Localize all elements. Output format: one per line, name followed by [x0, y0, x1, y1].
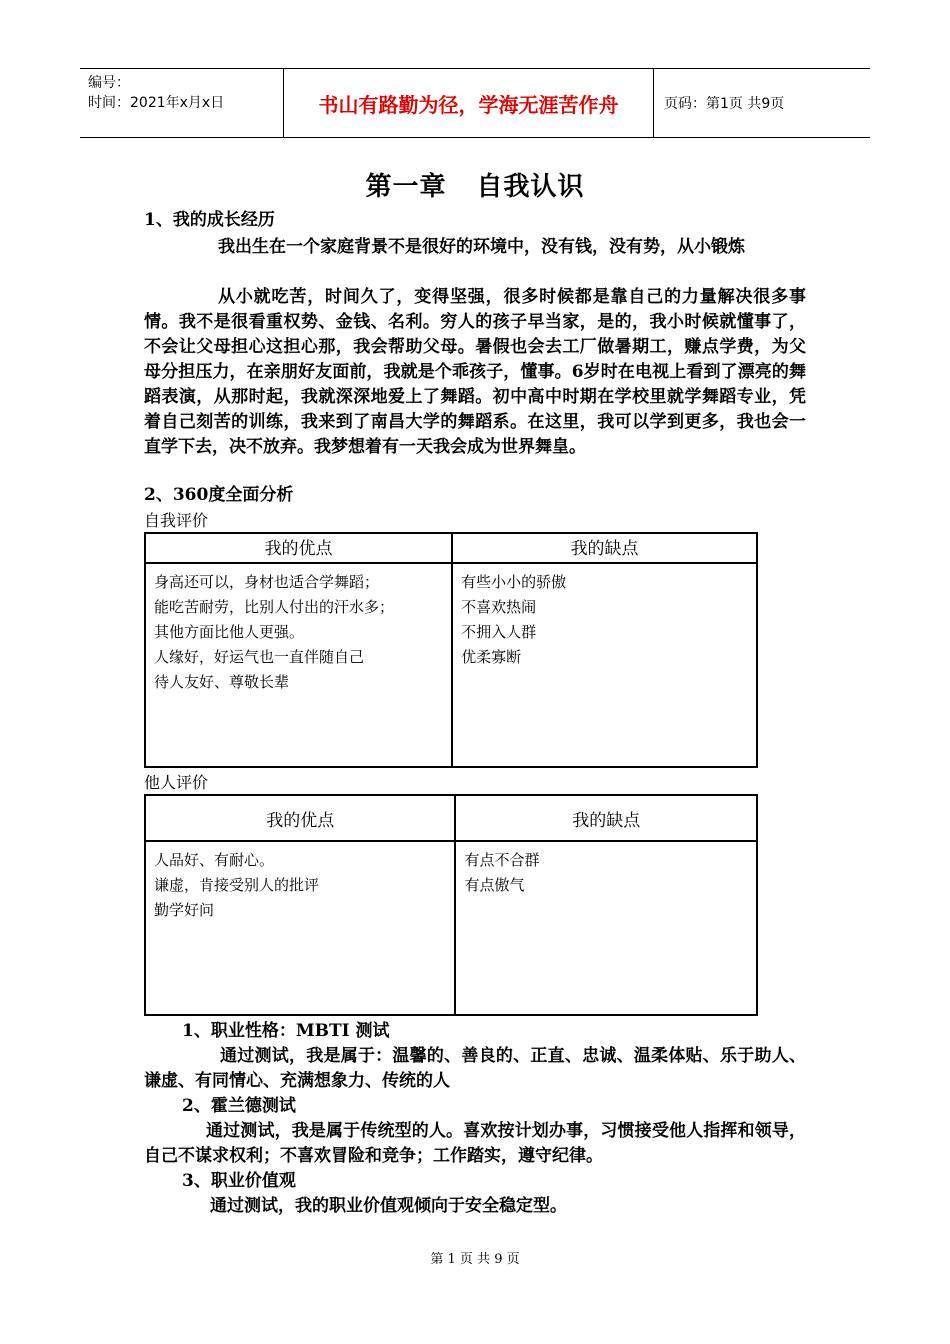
pros-item: 其他方面比他人更强。	[154, 623, 305, 641]
pros-cell	[145, 841, 455, 1015]
section1-heading: 1、我的成长经历	[144, 210, 275, 230]
page-title	[0, 166, 950, 203]
header-page-info: 页码：第1页 共9页	[664, 96, 785, 112]
page-footer: 第 1 页 共 9 页	[430, 1252, 520, 1267]
test-heading: 3、职业价值观	[182, 1171, 296, 1191]
section1-paragraph: 从小就吃苦，时间久了，变得坚强，很多时候都是靠自己的力量解决很多事情。我不是很看重权势、金钱、名利。穷人的孩子早当家，是的，我小时候就懂事了，不会让父母担心这担心那，我会帮助父母。暑假也会去工厂做暑期工，赚点学费，为父母分担压力，在亲朋好友面前，我就是个乖孩子，懂事。6岁时在电视上看到了漂亮的舞蹈表演，从那时起，我就深深地爱上了舞蹈。初中高中时期在学校里就学舞蹈专业，凭着自己刻苦的训练，我来到了南昌大学的舞蹈系。在这里，我可以学到更多，我也会一直学下去，决不放弃。我梦想着有一天我会成为世界舞皇。	[144, 287, 806, 457]
test-heading: 2、霍兰德测试	[182, 1096, 296, 1116]
pros-item: 勤学好问	[154, 901, 215, 919]
chapter-name: 自我认识	[476, 172, 585, 202]
header-meta	[88, 73, 224, 113]
others-evaluation-label: 他人评价	[144, 773, 209, 792]
cons-list	[456, 842, 756, 904]
self-evaluation-label: 自我评价	[144, 511, 209, 530]
cons-cell	[455, 841, 757, 1015]
test-body: 通过测试，我的职业价值观倾向于安全稳定型。	[210, 1196, 567, 1216]
self-evaluation-table	[144, 532, 758, 768]
chapter-number: 第一章	[365, 172, 447, 202]
header-motto: 书山有路勤为径，学海无涯苦作舟	[318, 93, 619, 117]
column-header-cons: 我的缺点	[455, 795, 757, 841]
test-heading: 1、职业性格：MBTI 测试	[182, 1021, 390, 1041]
time-label: 时间：2021年x月x日	[88, 95, 225, 111]
pros-list	[146, 564, 451, 701]
cons-item: 有些小小的骄傲	[461, 573, 567, 591]
cons-cell	[452, 563, 757, 767]
section1-paragraph: 我出生在一个家庭背景不是很好的环境中，没有钱，没有势，从小锻炼	[218, 237, 745, 257]
cons-list	[453, 564, 756, 676]
test-body: 通过测试，我是属于传统型的人。喜欢按计划办事，习惯接受他人指挥和领导，自己不谋求权利；不喜欢冒险和竞争；工作踏实，遵守纪律。	[144, 1121, 806, 1166]
test-body: 通过测试，我是属于：温馨的、善良的、正直、忠诚、温柔体贴、乐于助人、谦虚、有同情心、充满想象力、传统的人	[144, 1046, 806, 1091]
column-header-cons: 我的缺点	[452, 533, 757, 563]
pros-item: 谦虚，肯接受别人的批评	[154, 876, 320, 894]
pros-item: 待人友好、尊敬长辈	[154, 673, 290, 691]
pros-item: 身高还可以，身材也适合学舞蹈；	[154, 573, 380, 591]
column-header-pros: 我的优点	[145, 795, 455, 841]
cons-item: 不拥入人群	[461, 623, 537, 641]
pros-item: 人缘好，好运气也一直伴随自己	[154, 648, 365, 666]
column-header-pros: 我的优点	[145, 533, 452, 563]
header-divider	[653, 69, 654, 137]
cons-item: 不喜欢热闹	[461, 598, 537, 616]
pros-list	[146, 842, 454, 929]
others-evaluation-table	[144, 794, 758, 1016]
section2-heading: 2、360度全面分析	[144, 485, 294, 505]
pros-item: 人品好、有耐心。	[154, 851, 275, 869]
cons-item: 有点傲气	[464, 876, 525, 894]
pros-cell	[145, 563, 452, 767]
cons-item: 优柔寡断	[461, 648, 522, 666]
number-label: 编号：	[88, 75, 130, 91]
pros-item: 能吃苦耐劳，比别人付出的汗水多；	[154, 598, 395, 616]
page-header	[80, 68, 870, 138]
cons-item: 有点不合群	[464, 851, 540, 869]
